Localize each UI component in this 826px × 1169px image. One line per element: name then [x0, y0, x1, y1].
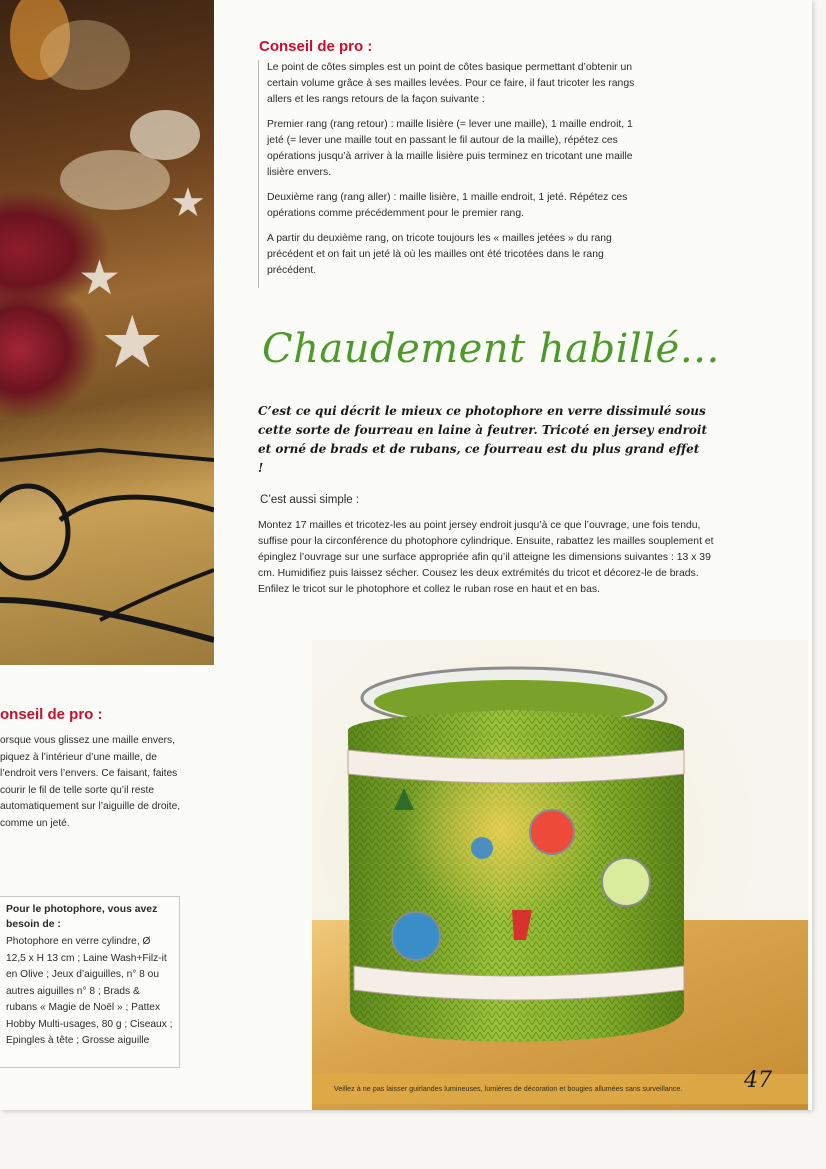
top-tip-paragraph: Premier rang (rang retour) : maille lisière (= lever une maille), 1 maille endroit, 1 jeté (= lever une maille tout en passant le fil autour de la maille), répétez ces opérations jusqu’à arriver à la maille lisière puis terminez en tricotant une maille lisière envers.	[267, 119, 633, 178]
side-tip-title: onseil de pro :	[0, 706, 103, 723]
photophore-image	[312, 640, 808, 1110]
decor-photo: ★ ★ ★	[0, 0, 214, 665]
top-tip-paragraph: Deuxième rang (rang aller) : maille lisière, 1 maille endroit, 1 jeté. Répétez ces opérations comme précédemment pour le premier rang.	[267, 192, 628, 219]
side-tip-text: orsque vous glissez une maille envers, piquez à l’intérieur d’une maille, de l’endroit vers l’envers. Ce faisant, faites courir le fil de telle sorte qu’il reste automatiquement sur l’aiguille de droite, comme un jeté.	[0, 735, 181, 829]
top-tip-box	[258, 60, 645, 288]
supplies-list: Photophore en verre cylindre, Ø 12,5 x H 13 cm ; Laine Wash+Filz-it en Olive ; Jeux d’aiguilles, n° 8 ou autres aiguilles n° 8 ; Brads & rubans « Magie de Noël » ; Pattex Hobby Multi-usages, 80 g ; Ciseaux ; Epingles à tête ; Grosse aiguille	[6, 936, 173, 1046]
safety-warning: Veillez à ne pas laisser guirlandes lumineuses, lumières de décoration et bougies allumées sans surveillance.	[334, 1084, 683, 1093]
top-tip-paragraph: Le point de côtes simples est un point de côtes basique permettant d’obtenir un certain volume grâce à ses mailles levées. Pour ce faire, il faut tricoter les rangs allers et les rangs retours de la façon suivante :	[267, 62, 635, 105]
article-headline: Chaudement habillé…	[262, 326, 721, 372]
article-intro: C’est ce qui décrit le mieux ce photophore en verre dissimulé sous cette sorte de fourreau en laine à feutrer. Tricoté en jersey endroit et orné de brads et de rubans, ce fourreau est du plus grand effet !	[258, 404, 708, 475]
top-tip-title: Conseil de pro :	[259, 38, 373, 55]
instructions-title: C’est aussi simple :	[260, 494, 360, 506]
glasses-image	[0, 440, 214, 660]
supplies-box	[0, 896, 180, 1068]
supplies-title: Pour le photophore, vous avez besoin de :	[6, 904, 158, 930]
top-tip-paragraph: A partir du deuxième rang, on tricote toujours les « mailles jetées » du rang précédent et on fait un jeté là où les mailles ont été tricotées dans le rang précédent.	[267, 233, 612, 276]
instructions-text: Montez 17 mailles et tricotez-les au point jersey endroit jusqu’à ce que l’ouvrage, une fois tendu, suffise pour la circonférence du photophore cylindrique. Ensuite, rabattez les mailles souplement et épinglez l’ouvrage sur une surface appropriée afin qu’il atteigne les dimensions suivantes : 13 x 39 cm. Humidifiez puis laissez sécher. Cousez les deux extrémités du tricot et décorez-le de brads. Enfilez le tricot sur le photophore et collez le ruban rose en haut et en bas.	[258, 520, 714, 595]
page-number: 47	[744, 1068, 772, 1093]
